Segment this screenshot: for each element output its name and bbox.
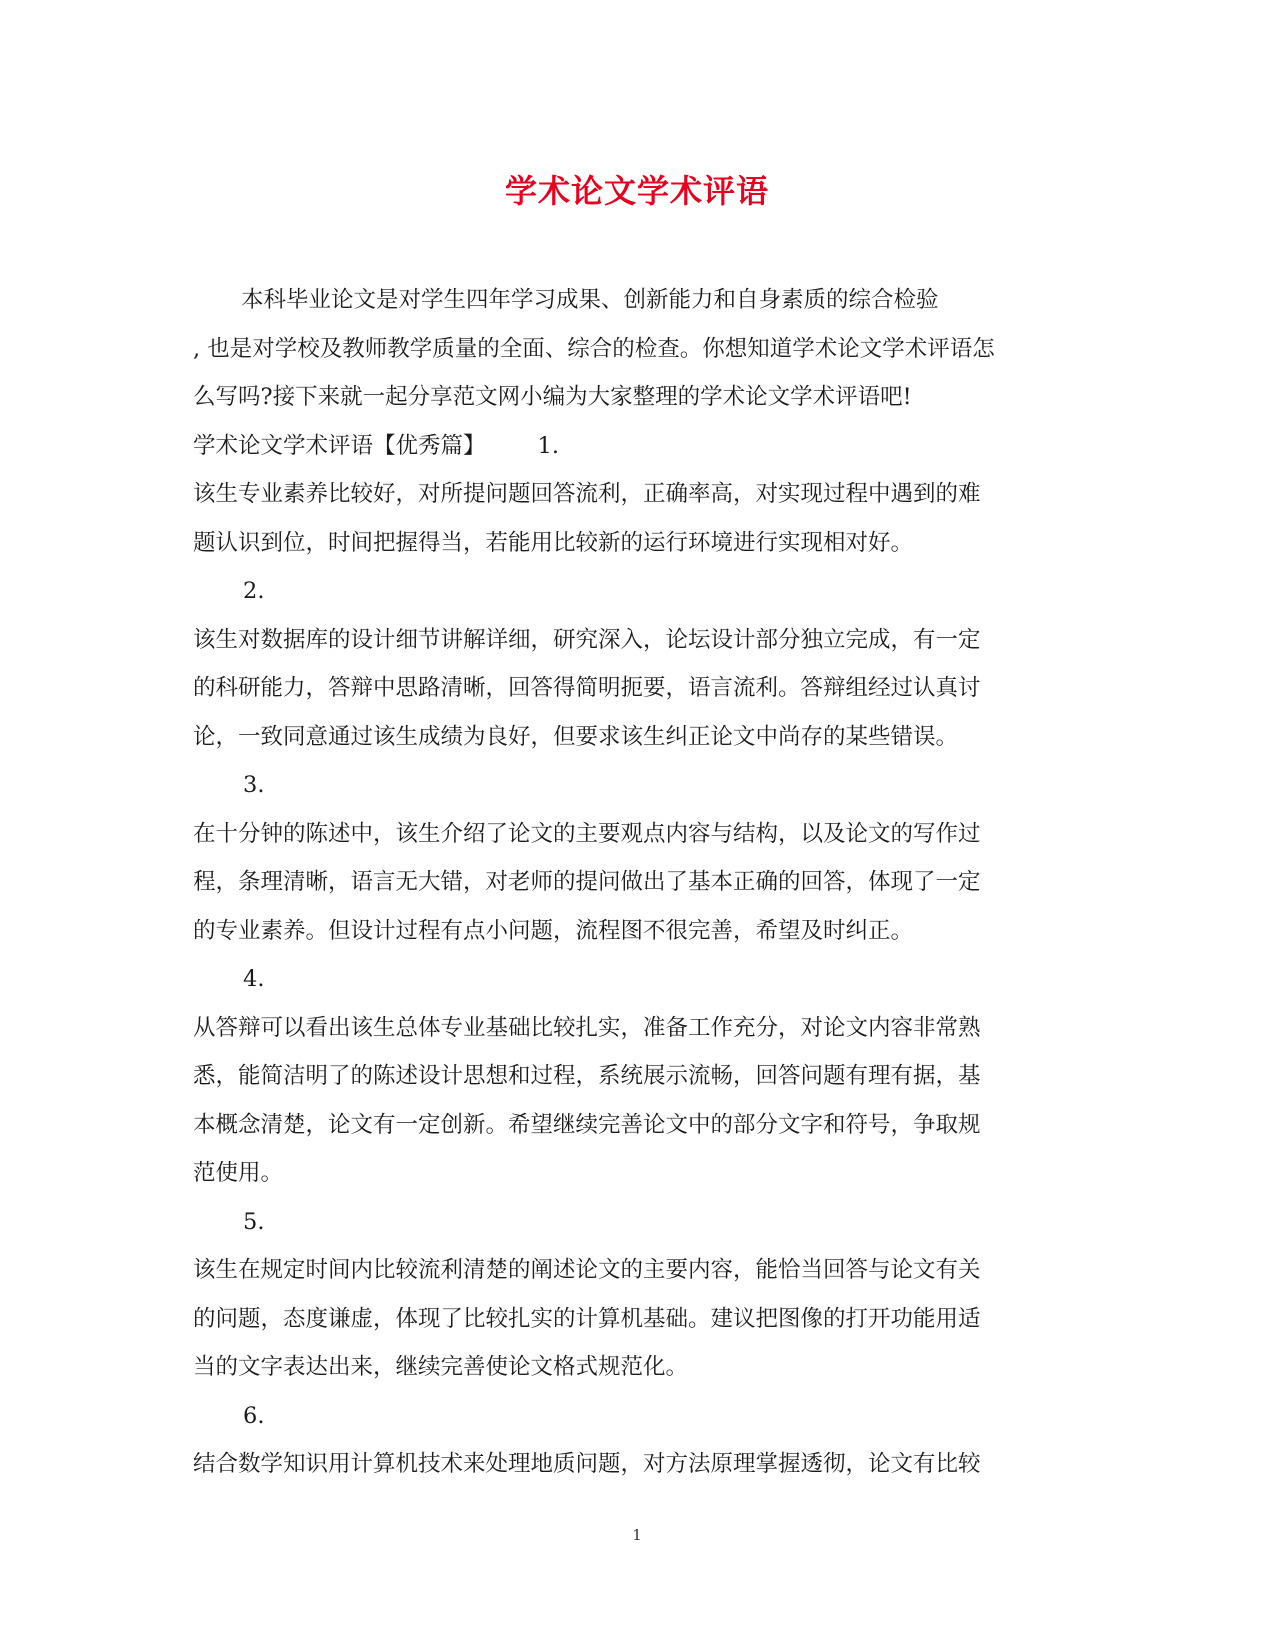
item-line: 该生在规定时间内比较流利清楚的阐述论文的主要内容，能恰当回答与论文有关 — [193, 1257, 981, 1283]
item-number: 3. — [243, 772, 265, 798]
item-line: 的科研能力，答辩中思路清晰，回答得简明扼要，语言流利。答辩组经过认真讨 — [193, 675, 981, 701]
item-line: 悉，能简洁明了的陈述设计思想和过程，系统展示流畅，回答问题有理有据，基 — [193, 1063, 981, 1089]
document-title: 学术论文学术评语 — [504, 172, 769, 210]
item-line: 在十分钟的陈述中，该生介绍了论文的主要观点内容与结构，以及论文的写作过 — [193, 820, 981, 847]
intro-line: 么写吗?接下来就一起分享范文网小编为大家整理的学术论文学术评语吧! — [193, 384, 912, 410]
item-line: 程，条理清晰，语言无大错，对老师的提问做出了基本正确的回答，体现了一定 — [193, 869, 981, 895]
item-line: 的问题，态度谦虚，体现了比较扎实的计算机基础。建议把图像的打开功能用适 — [193, 1305, 981, 1332]
item-line: 范使用。 — [193, 1160, 284, 1186]
document-body — [193, 276, 1083, 1489]
item-line: 的专业素养。但设计过程有点小问题，流程图不很完善，希望及时纠正。 — [193, 917, 914, 944]
item-line: 该生对数据库的设计细节讲解详细，研究深入，论坛设计部分独立完成，有一定 — [193, 626, 981, 653]
item-line: 题认识到位，时间把握得当，若能用比较新的运行环境进行实现相对好。 — [193, 529, 914, 556]
item-line: 本概念清楚，论文有一定创新。希望继续完善论文中的部分文字和符号，争取规 — [193, 1111, 981, 1138]
section-heading: 学术论文学术评语【优秀篇】 — [193, 432, 486, 459]
item-number: 5. — [243, 1208, 265, 1235]
item-line: 当的文字表达出来，继续完善使论文格式规范化。 — [193, 1354, 689, 1380]
item-line: 从答辩可以看出该生总体专业基础比较扎实，准备工作充分，对论文内容非常熟 — [193, 1014, 981, 1041]
intro-line: , 也是对学校及教师教学质量的全面、综合的检查。你想知道学术论文学术评语怎 — [193, 335, 995, 362]
item-line: 结合数学知识用计算机技术来处理地质问题，对方法原理掌握透彻，论文有比较 — [193, 1451, 981, 1477]
item-number: 1. — [537, 432, 559, 459]
item-number: 2. — [243, 578, 265, 604]
item-number: 6. — [243, 1402, 265, 1429]
page-number: 1 — [632, 1526, 642, 1544]
section-heading-line — [193, 422, 1083, 471]
item-line: 论，一致同意通过该生成绩为良好，但要求该生纠正论文中尚存的某些错误。 — [193, 723, 959, 750]
item-number: 4. — [243, 966, 265, 992]
intro-line: 本科毕业论文是对学生四年学习成果、创新能力和自身素质的综合检验 — [241, 287, 939, 313]
item-line: 该生专业素养比较好，对所提问题回答流利，正确率高，对实现过程中遇到的难 — [193, 481, 981, 507]
